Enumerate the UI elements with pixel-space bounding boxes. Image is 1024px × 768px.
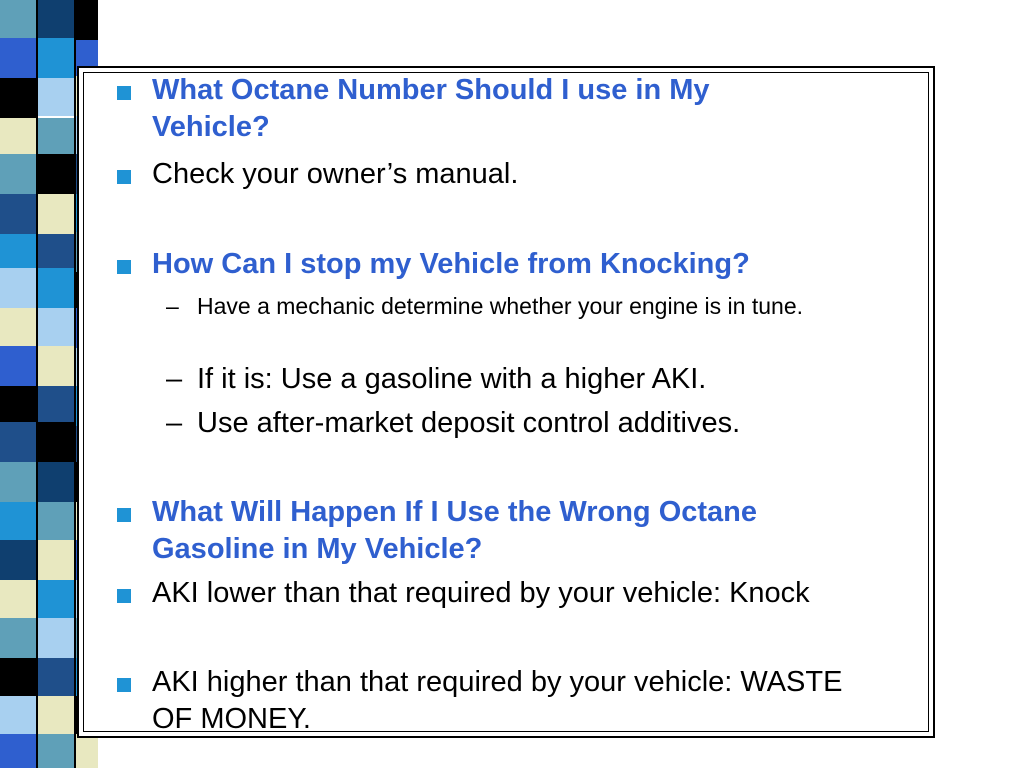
body-text: AKI lower than that required by your vehicle: Knock xyxy=(152,577,810,609)
dash-bullet-icon: – xyxy=(166,363,183,395)
square-bullet-icon xyxy=(117,589,131,603)
heading-text: How Can I stop my Vehicle from Knocking? xyxy=(152,248,750,280)
body-text: Check your owner’s manual. xyxy=(152,158,519,190)
stripe-divider xyxy=(74,0,76,768)
stripe-segment xyxy=(0,0,36,38)
stripe-divider xyxy=(36,0,38,768)
stripe-segment xyxy=(36,734,74,768)
dash-bullet-icon: – xyxy=(166,293,179,319)
sub-item-text: Have a mechanic determine whether your engine is in tune. xyxy=(197,293,804,319)
stripe-segment xyxy=(0,618,36,658)
stripe-segment xyxy=(36,618,74,658)
square-bullet-icon xyxy=(117,170,131,184)
stripe-segment xyxy=(0,154,36,194)
stripe-segment xyxy=(36,234,74,272)
stripe-segment xyxy=(36,696,74,734)
stripe-column-middle xyxy=(36,0,74,768)
stripe-segment xyxy=(0,734,36,768)
stripe-segment xyxy=(0,268,36,308)
stripe-segment xyxy=(74,0,98,40)
stripe-segment xyxy=(36,422,74,462)
stripe-column-left xyxy=(0,0,36,768)
stripe-segment xyxy=(0,234,36,268)
stripe-segment xyxy=(0,696,36,734)
stripe-segment xyxy=(36,0,74,38)
body-text: AKI higher than that required by your vehicle: WASTE OF MONEY. xyxy=(152,666,843,735)
stripe-segment xyxy=(0,386,36,422)
stripe-segment xyxy=(36,540,74,580)
stripe-segment xyxy=(0,194,36,234)
stripe-segment xyxy=(36,386,74,424)
stripe-segment xyxy=(36,118,74,154)
heading-text: What Octane Number Should I use in My Vehicle? xyxy=(152,74,710,143)
stripe-segment xyxy=(0,462,36,502)
stripe-segment xyxy=(0,118,36,154)
stripe-segment xyxy=(74,734,98,768)
stripe-segment xyxy=(36,154,74,194)
stripe-segment xyxy=(36,580,74,618)
stripe-segment xyxy=(36,658,74,696)
square-bullet-icon xyxy=(117,678,131,692)
stripe-segment xyxy=(0,540,36,580)
stripe-segment xyxy=(36,308,74,348)
stripe-segment xyxy=(0,78,36,118)
stripe-segment xyxy=(0,580,36,618)
stripe-segment xyxy=(0,502,36,540)
stripe-segment xyxy=(36,346,74,386)
stripe-segment xyxy=(36,502,74,540)
stripe-segment xyxy=(0,346,36,386)
stripe-segment xyxy=(0,38,36,78)
stripe-segment xyxy=(36,268,74,308)
stripe-segment xyxy=(36,38,74,78)
stripe-segment xyxy=(36,194,74,234)
dash-bullet-icon: – xyxy=(166,407,183,439)
sub-item-text: Use after-market deposit control additives. xyxy=(197,407,741,439)
square-bullet-icon xyxy=(117,508,131,522)
stripe-segment xyxy=(0,658,36,696)
stripe-segment xyxy=(0,422,36,462)
square-bullet-icon xyxy=(117,86,131,100)
stripe-segment xyxy=(36,462,74,502)
sub-item-text: If it is: Use a gasoline with a higher AKI. xyxy=(197,363,707,395)
heading-text: What Will Happen If I Use the Wrong Octane Gasoline in My Vehicle? xyxy=(152,496,758,565)
stripe-segment xyxy=(0,308,36,346)
stripe-segment xyxy=(36,78,74,116)
square-bullet-icon xyxy=(117,260,131,274)
